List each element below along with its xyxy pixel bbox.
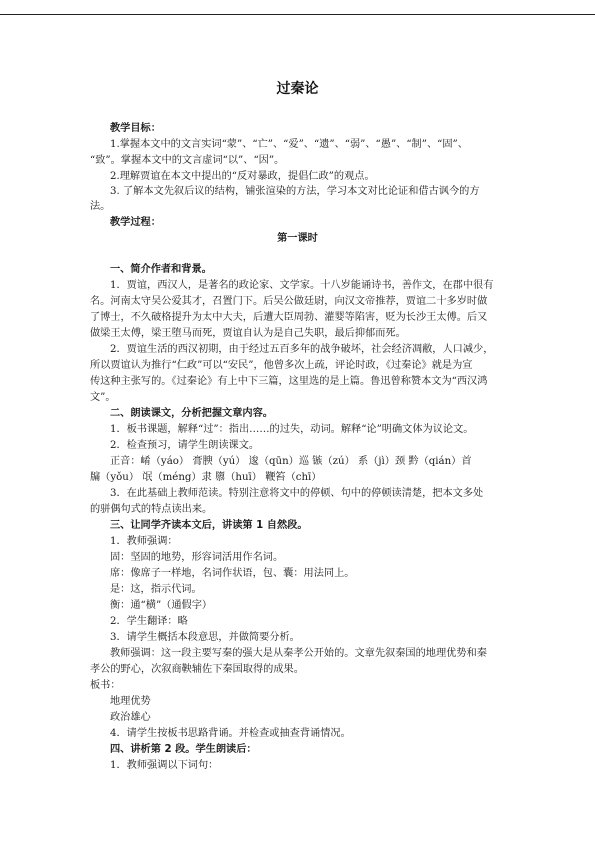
text-line: 的骈偶句式的特点读出来。 [90, 504, 213, 515]
text-line: 所以贾谊认为推行“仁政”可以“安民”，他曾多次上疏，评论时政，《过秦论》就是为宣 [90, 360, 473, 371]
text-line: 板书： [90, 680, 121, 691]
text-line: 2．学生翻译：略 [110, 616, 188, 627]
text-line: 2．贾谊生活的西汉初期，由于经过五百多年的战争破坏，社会经济凋敝，人口减少， [110, 344, 494, 355]
page-title: 过秦论 [276, 81, 319, 97]
text-line: 4．请学生按板书思路背诵。并检查或抽查背诵情况。 [110, 728, 351, 739]
section-heading: 三、让同学齐读本文后，讲读第 1 自然段。 [110, 520, 308, 531]
section-heading: 一、简介作者和背景。 [110, 264, 212, 275]
text-line: 1.掌握本文中的文言实词“蒙”、“亡”、“爱”、“遗”、“弱”、“愚”、“制”、“固”、 [110, 139, 468, 150]
text-line: 2.理解贾谊在本文中提出的“反对暴政，提倡仁政”的观点。 [110, 171, 375, 182]
text-line: 法。 [90, 201, 111, 212]
section-heading: 四、讲析第 2 段。学生朗读后： [110, 744, 257, 755]
text-line: 了博士，不久破格提升为太中大夫，后遭大臣周勃、灌婴等陷害，贬为长沙王太傅。后又 [90, 312, 488, 323]
text-line: 政治雄心 [110, 712, 151, 723]
text-line: 1．教师强调以下词句： [110, 760, 219, 771]
text-line: 衡：通“横”（通假字） [110, 600, 213, 611]
text-line: 1．板书课题，解释“过”：指出……的过失，动词。解释“论”明确文体为议论文。 [110, 424, 474, 435]
text-line: 3. 了解本文先叙后议的结构，铺张渲染的方法，学习本文对比论证和借古讽今的方 [110, 186, 480, 197]
text-line: “致”。掌握本文中的文言虚词“以”、“因”。 [90, 155, 285, 166]
text-line: 教师强调：这一段主要写秦的强大是从秦孝公开始的。文章先叙秦国的地理优势和秦 [110, 648, 487, 659]
header-rule [0, 14, 595, 15]
text-line: 1．教师强调： [110, 536, 178, 547]
text-line: 牖（yǒu） 氓（méng）隶 隳（huī） 鞭笞（chī） [90, 472, 322, 483]
text-line: 名。河南太守吴公爱其才，召置门下。后吴公做廷尉，向汉文帝推荐，贾谊二十多岁时做 [90, 296, 488, 307]
text-line: 是：这，指示代词。 [110, 584, 202, 595]
text-line: 席：像席子一样地，名词作状语，包、囊：用法同上。 [110, 568, 355, 579]
text-line: 地理优势 [110, 696, 151, 707]
text-line: 2．检查预习，请学生朗读课文。 [110, 440, 260, 451]
section-heading: 二、朗读课文，分析把握文章内容。 [110, 408, 273, 419]
text-line: 孝公的野心，次叙商鞅辅佐下秦国取得的成果。 [90, 664, 304, 675]
text-line: 固：坚固的地势，形容词活用作名词。 [110, 552, 284, 563]
text-line: 3．请学生概括本段意思，并做简要分析。 [110, 632, 300, 643]
section-heading: 教学目标： [110, 123, 161, 134]
text-line: 传这种主张写的。《过秦论》有上中下三篇，这里选的是上篇。鲁迅曾称赞本文为“西汉鸿 [90, 376, 488, 387]
text-line: 做梁王太傅，梁王堕马而死，贾谊自认为是自己失职，最后抑郁而死。 [90, 328, 406, 339]
section-heading: 教学过程： [110, 217, 161, 228]
section-heading: 第一课时 [277, 233, 318, 244]
text-line: 1．贾谊，西汉人，是著名的政论家、文学家。十八岁能诵诗书，善作文，在郡中很有 [110, 280, 494, 291]
text-line: 3．在此基础上教师范读。特别注意将文中的停顿、句中的停顿读清楚，把本文多处 [110, 488, 484, 499]
text-line: 文”。 [90, 392, 116, 403]
text-line: 正音：崤（yáo） 膏腴（yú） 逡（qūn）巡 镞（zú） 系（jì）颈 黔（qián）首 [110, 456, 472, 467]
